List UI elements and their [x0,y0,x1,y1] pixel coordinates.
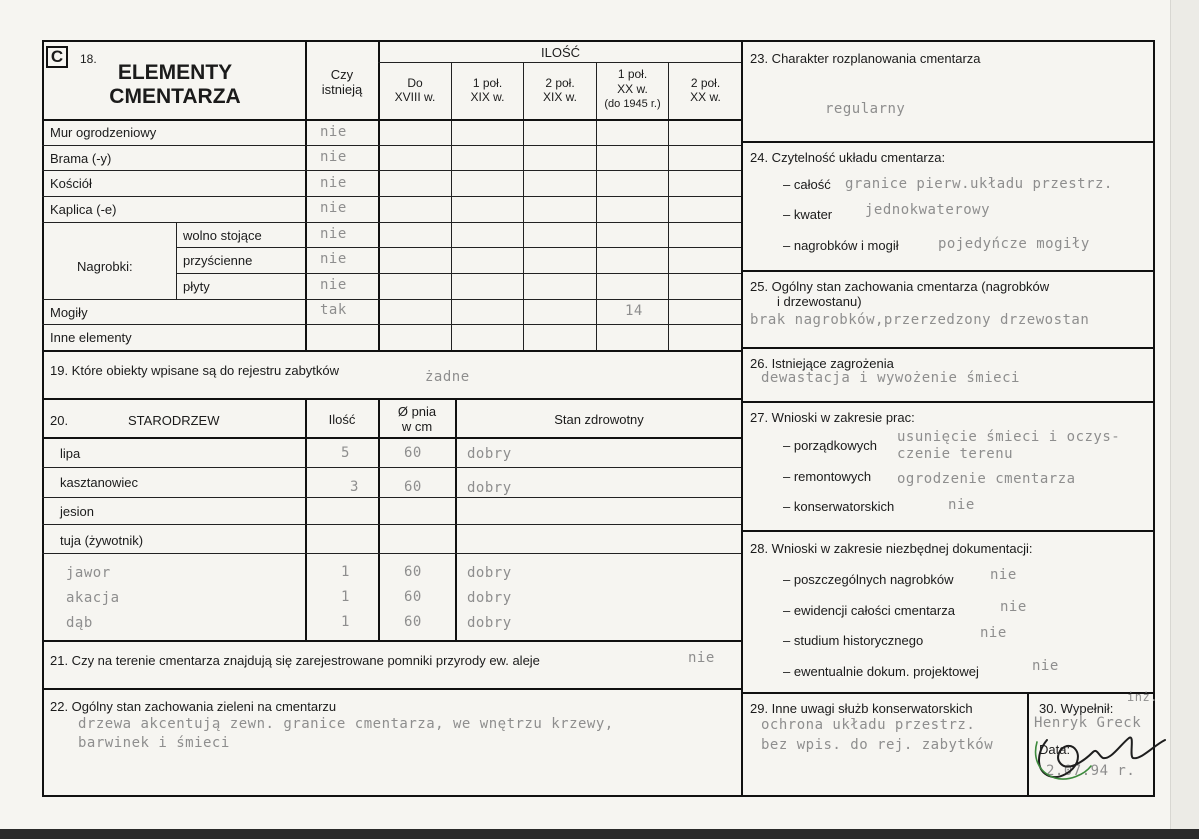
divider [523,62,524,352]
exists-value: nie [320,124,347,140]
tree-name: tuja (żywotnik) [60,533,144,548]
section-28-item-label: – ewentualnie dokum. projektowej [783,664,979,679]
tree-health: dobry [467,446,512,462]
section-19-label: 19. Które obiekty wpisane są do rejestru zabytków [50,363,340,378]
row-label-gate: Brama (-y) [50,151,112,166]
trees-count-header: Ilość [328,412,356,427]
tree-name: kasztanowiec [60,475,139,490]
exists-header-line2: istnieją [321,82,363,97]
section-25-label-line1: 25. Ogólny stan zachowania cmentarza (nagrobków [750,279,1050,294]
section-26-label: 26. Istniejące zagrożenia [750,356,894,371]
section-29-line2: bez wpis. do rej. zabytków [761,737,994,753]
section-24-label: 24. Czytelność układu cmentarza: [750,150,946,165]
signature [1025,712,1170,787]
section-28-item-label: – studium historycznego [783,633,924,648]
row-label-wall-mounted: przyścienne [183,253,253,268]
section-30-title-prefix: inż. [1127,690,1158,704]
section-23-label: 23. Charakter rozplanowania cmentarza [750,51,981,66]
tree-count: 1 [341,564,350,580]
section-24-quarters-value: jednokwaterowy [865,202,991,218]
tree-count: 1 [341,614,350,630]
section-21-label: 21. Czy na terenie cmentarza znajdują się zarejestrowane pomniki przyrody ew. aleje [50,653,540,668]
section-30-date-label: Data: [1039,742,1071,757]
exists-value: nie [320,226,347,242]
grave-count: 14 [625,303,643,319]
divider [42,437,743,439]
section-24-graves-value: pojedyńcze mogiły [938,236,1090,252]
section-28-item-label: – ewidencji całości cmentarza [783,603,955,618]
tree-count: 1 [341,589,350,605]
divider [42,170,742,171]
section-28-item-label: – poszczególnych nagrobków [783,572,954,587]
exists-header-line1: Czy [330,67,354,82]
row-label-other: Inne elementy [50,330,132,345]
tree-count: 5 [341,445,350,461]
row-label-tombstones: Nagrobki: [77,259,133,274]
tree-name: lipa [60,446,81,461]
card-letter: C [46,46,68,68]
period-header-1-line2: XVIII w. [394,90,436,104]
section-30-name: Henryk Greck [1034,715,1142,731]
divider [451,62,452,352]
divider [42,467,742,468]
period-header-1-line1: Do [407,76,423,90]
period-header-2-line1: 1 poł. [472,76,503,90]
divider [668,62,669,352]
trees-diameter-header-line2: w cm [401,419,433,434]
divider [42,497,742,498]
tree-diameter: 60 [404,445,422,461]
period-header-4-line1: 1 poł. [617,67,648,81]
exists-value: nie [320,175,347,191]
tree-diameter: 60 [404,589,422,605]
section-22-label: 22. Ogólny stan zachowania zieleni na cmentarzu [50,699,337,714]
divider [176,222,177,299]
divider [42,324,742,325]
divider [455,398,457,642]
divider [305,398,307,642]
card-edge [1170,0,1199,829]
period-header-2-line2: XIX w. [470,90,505,104]
section-30-date-value: 2.07.94 r. [1046,763,1136,779]
divider [42,299,742,300]
divider [378,62,742,63]
card-shadow [0,829,1199,839]
divider [42,119,743,121]
section-22-line2: barwinek i śmieci [78,735,230,751]
tree-health: dobry [467,615,512,631]
divider [176,273,742,274]
tree-health: dobry [467,590,512,606]
section-27-repair-label: – remontowych [783,469,872,484]
section-24-quarters-label: – kwater [783,207,833,222]
exists-value: nie [320,149,347,165]
row-label-graves: Mogiły [50,305,88,320]
tree-count: 3 [350,479,359,495]
section-27-cleanup-label: – porządkowych [783,438,877,453]
section-28-item-value: nie [990,567,1017,583]
period-header-4-line3: (do 1945 r.) [604,98,661,110]
section-27-cleanup-value-line2: czenie terenu [897,446,1014,462]
section-20-frame [42,398,743,642]
section-20-title: STARODRZEW [128,413,220,428]
section-24-graves-label: – nagrobków i mogił [783,238,899,253]
section-20-number: 20. [50,413,69,428]
divider [378,398,380,642]
exists-value: nie [320,251,347,267]
exists-value: tak [320,302,347,318]
period-header-3-line2: XIX w. [542,90,577,104]
section-28-item-value: nie [1000,599,1027,615]
tree-health: dobry [467,565,512,581]
exists-value: nie [320,277,347,293]
section-25-value: brak nagrobków,przerzedzony drzewostan [750,312,1090,328]
divider [42,553,742,554]
trees-health-header: Stan zdrowotny [554,412,644,427]
divider [42,524,742,525]
divider [42,145,742,146]
exists-value: nie [320,200,347,216]
section-18-title-line2: CMENTARZA [109,85,241,108]
trees-diameter-header-line1: Ø pnia [397,404,437,419]
section-28-item-value: nie [980,625,1007,641]
period-header-5-line2: XX w. [690,90,721,104]
section-18-title-line1: ELEMENTY [117,61,233,84]
section-28-item-value: nie [1032,658,1059,674]
section-26-value: dewastacja i wywożenie śmieci [761,370,1020,386]
tree-name-typed: jawor [66,565,111,581]
row-label-chapel: Kaplica (-e) [50,202,117,217]
tree-diameter: 60 [404,479,422,495]
section-24-whole-value: granice pierw.układu przestrz. [845,176,1113,192]
tree-name: jesion [60,504,94,519]
tree-diameter: 60 [404,564,422,580]
tree-diameter: 60 [404,614,422,630]
tree-name-typed: dąb [66,615,93,631]
section-30-label: 30. Wypełnił: [1039,701,1114,716]
section-23-value: regularny [825,101,906,117]
section-27-label: 27. Wnioski w zakresie prac: [750,410,915,425]
row-label-slabs: płyty [183,279,210,294]
row-label-freestanding: wolno stojące [183,228,262,243]
row-label-church: Kościół [50,176,92,191]
section-27-repair-value: ogrodzenie cmentarza [897,471,1076,487]
section-19-value: żadne [425,369,470,385]
period-header-3-line1: 2 poł. [545,76,575,90]
row-label-wall: Mur ogrodzeniowy [50,125,157,140]
section-27-cleanup-value-line1: usunięcie śmieci i oczys- [897,429,1121,445]
period-header-5-line1: 2 poł. [690,76,721,90]
section-27-conservation-value: nie [948,497,975,513]
period-header-4-line2: XX w. [617,82,648,96]
quantity-header: ILOŚĆ [540,45,580,60]
section-25-label-line2: i drzewostanu) [777,294,862,309]
divider [42,222,742,223]
divider [42,196,742,197]
section-18-number: 18. [80,52,97,66]
divider [176,247,742,248]
section-27-conservation-label: – konserwatorskich [783,499,895,514]
section-24-whole-label: – całość [783,177,831,192]
section-29-line1: ochrona układu przestrz. [761,717,976,733]
section-29-label: 29. Inne uwagi służb konserwatorskich [750,701,973,716]
section-21-value: nie [688,650,715,666]
tree-health: dobry [467,480,512,496]
section-28-label: 28. Wnioski w zakresie niezbędnej dokumentacji: [750,541,1033,556]
section-22-line1: drzewa akcentują zewn. granice cmentarza, we wnętrzu krzewy, [78,716,614,732]
tree-name-typed: akacja [66,590,120,606]
